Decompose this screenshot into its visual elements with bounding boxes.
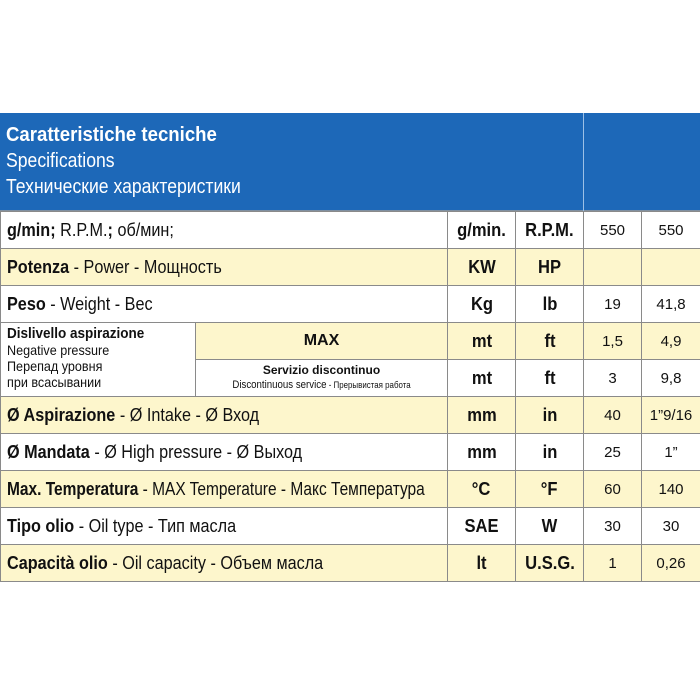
suction-disc-en: Discontinuous service — [232, 379, 327, 391]
title-english: Specifications — [6, 150, 115, 172]
outlet-unit-imperial: in — [516, 434, 584, 471]
intake-label — [1, 397, 448, 434]
intake-unit-metric: mm — [448, 397, 516, 434]
rpm-label — [1, 212, 448, 249]
suction-max-value-1: 1,5 — [584, 323, 642, 360]
weight-label-it: Peso — [7, 293, 46, 314]
outlet-label — [1, 434, 448, 471]
outlet-unit-metric: mm — [448, 434, 516, 471]
temperature-value-1: 60 — [584, 471, 642, 508]
row-suction-max — [1, 323, 700, 360]
oil-type-unit-imperial: W — [516, 508, 584, 545]
suction-disc-unit-metric: mt — [448, 360, 516, 397]
suction-disc-value-1: 3 — [584, 360, 642, 397]
row-oil-type — [1, 508, 700, 545]
row-rpm — [1, 212, 700, 249]
temperature-unit-imperial: °F — [516, 471, 584, 508]
weight-label-rest: - Weight - Вес — [45, 293, 153, 314]
weight-unit-metric: Kg — [448, 286, 516, 323]
weight-value-2: 41,8 — [642, 286, 700, 323]
rpm-unit-metric: g/min. — [448, 212, 516, 249]
suction-label-ru1: Перепад уровня — [7, 358, 103, 374]
oil-capacity-unit-imperial: U.S.G. — [516, 545, 584, 582]
rpm-value-2: 550 — [642, 212, 700, 249]
suction-max-unit-imperial: ft — [516, 323, 584, 360]
suction-label-it: Dislivello aspirazione — [7, 325, 145, 342]
spec-header — [0, 113, 700, 211]
temperature-label — [1, 471, 448, 508]
rpm-value-1: 550 — [584, 212, 642, 249]
power-label-rest: - Power - Мощность — [69, 256, 222, 277]
title-russian: Технические характеристики — [6, 176, 241, 198]
temperature-value-2: 140 — [642, 471, 700, 508]
temperature-label-it: Max. Temperatura — [7, 478, 139, 499]
suction-disc-en-ru — [211, 378, 432, 393]
oil-capacity-label — [1, 545, 448, 582]
oil-type-value-2: 30 — [642, 508, 700, 545]
weight-unit-imperial: lb — [516, 286, 584, 323]
intake-value-1: 40 — [584, 397, 642, 434]
power-value-2 — [642, 249, 700, 286]
oil-capacity-label-rest: - Oil capacity - Объем масла — [107, 552, 324, 573]
suction-max-label: MAX — [196, 323, 448, 360]
spec-table — [0, 211, 700, 582]
suction-max-unit-metric: mt — [448, 323, 516, 360]
oil-type-label — [1, 508, 448, 545]
rpm-label-en: R.P.M. — [60, 219, 108, 240]
outlet-value-2: 1” — [642, 434, 700, 471]
suction-disc-value-2: 9,8 — [642, 360, 700, 397]
weight-value-1: 19 — [584, 286, 642, 323]
intake-label-en: - Ø Intake - — [115, 404, 206, 425]
intake-label-it: Ø Aspirazione — [7, 404, 116, 425]
power-unit-metric: KW — [448, 249, 516, 286]
suction-max-value-2: 4,9 — [642, 323, 700, 360]
oil-capacity-value-1: 1 — [584, 545, 642, 582]
suction-label-en: Negative pressure — [7, 342, 110, 358]
intake-unit-imperial: in — [516, 397, 584, 434]
suction-disc-it: Servizio discontinuo — [262, 363, 381, 377]
oil-type-value-1: 30 — [584, 508, 642, 545]
outlet-label-rest: - Ø High pressure - Ø Выход — [89, 441, 303, 462]
rpm-unit-imperial: R.P.M. — [516, 212, 584, 249]
intake-label-ru: Ø Вход — [205, 404, 260, 425]
oil-capacity-unit-metric: lt — [448, 545, 516, 582]
outlet-label-it: Ø Mandata — [7, 441, 90, 462]
row-power — [1, 249, 700, 286]
row-intake — [1, 397, 700, 434]
oil-type-label-it: Tipo olio — [7, 515, 75, 536]
title-italian: Caratteristiche tecniche — [6, 124, 217, 146]
rpm-label-ru: об/мин; — [117, 219, 174, 240]
power-label — [1, 249, 448, 286]
temperature-label-rest: - MAX Temperature - Макс Температура — [138, 478, 425, 499]
suction-disc-unit-imperial: ft — [516, 360, 584, 397]
oil-capacity-label-it: Capacità olio — [7, 552, 108, 573]
row-temperature — [1, 471, 700, 508]
row-weight — [1, 286, 700, 323]
suction-label-ru2: при всасывании — [7, 374, 102, 390]
header-titles — [6, 122, 576, 200]
intake-value-2: 1”9/16 — [642, 397, 700, 434]
row-oil-capacity — [1, 545, 700, 582]
rpm-label-sep: ; — [107, 219, 113, 240]
row-outlet — [1, 434, 700, 471]
power-value-1 — [584, 249, 642, 286]
outlet-value-1: 25 — [584, 434, 642, 471]
oil-type-unit-metric: SAE — [448, 508, 516, 545]
suction-disc-ru: - Прерывистая работа — [326, 380, 411, 390]
temperature-unit-metric: °C — [448, 471, 516, 508]
oil-capacity-value-2: 0,26 — [642, 545, 700, 582]
rpm-label-it: g/min; — [7, 219, 56, 240]
power-label-it: Potenza — [7, 256, 70, 277]
weight-label — [1, 286, 448, 323]
spec-sheet — [0, 113, 700, 582]
power-unit-imperial: HP — [516, 249, 584, 286]
header-divider — [583, 113, 584, 211]
oil-type-label-rest: - Oil type - Тип масла — [74, 515, 237, 536]
suction-label — [1, 323, 196, 397]
suction-disc-label — [196, 360, 448, 397]
